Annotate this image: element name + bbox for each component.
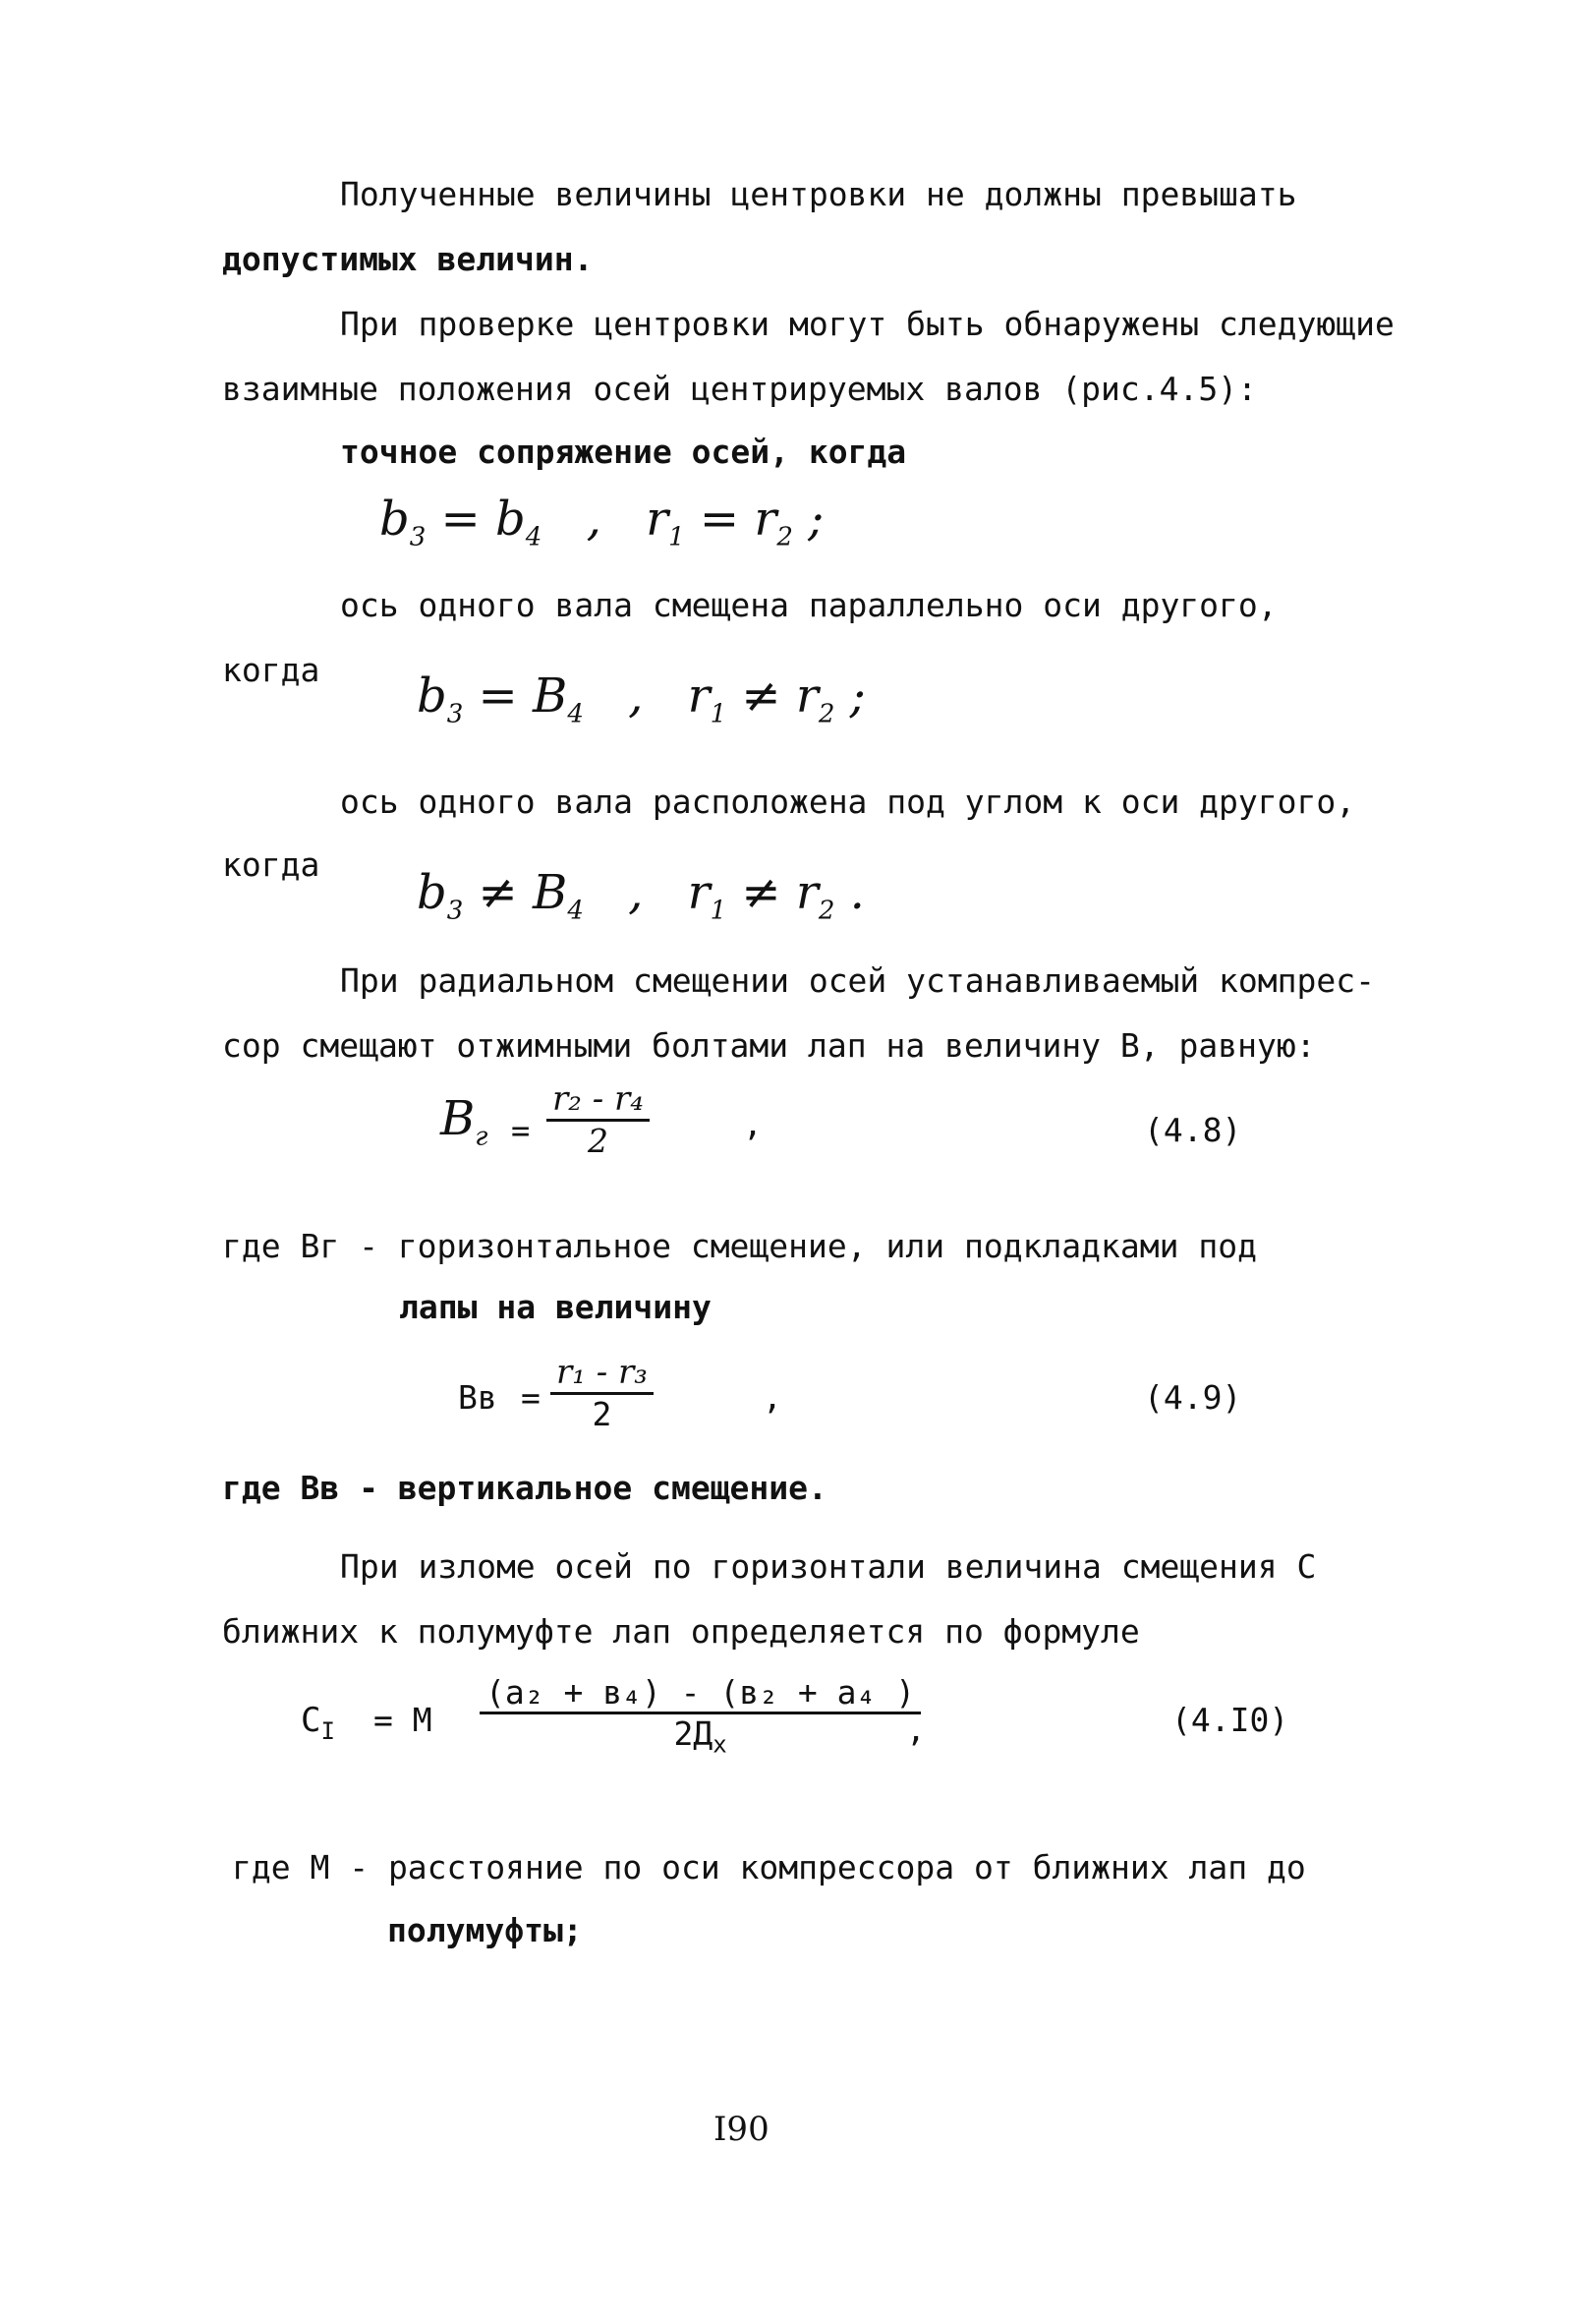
p2-line-1: При проверке центровки могут быть обнаружены следующие [340, 305, 1395, 343]
where-br-line-1: где Вг - горизонтальное смещение, или подкладками под [222, 1227, 1257, 1265]
where-br-line-2: лапы на величину [399, 1288, 712, 1326]
where-bv: где Вв - вертикальное смещение. [222, 1469, 827, 1507]
formula-4-10-fraction [480, 1673, 921, 1759]
p3-line-2: сор смещают отжимными болтами лап на величину В, равную: [222, 1026, 1316, 1065]
p3-line-1: При радиальном смещении осей устанавливаемый компрес- [340, 961, 1375, 1000]
formula-4-10-numerator: (а₂ + в₄) - (в₂ + а₄ ) [485, 1673, 916, 1712]
case1-formula: $b_3 = b_4$ , $r_1 = r_2$ ; [379, 492, 825, 552]
where-m-line-2: полумуфты; [387, 1911, 583, 1949]
formula-4-10-eq: = М [373, 1701, 432, 1739]
formula-4-9-lhs: Вв [458, 1378, 497, 1417]
formula-4-10-lhs: $С_I$ [301, 1701, 335, 1745]
formula-4-8-eq: = [511, 1112, 531, 1149]
formula-4-8-fraction [546, 1079, 650, 1160]
formula-4-9-denominator: 2 [592, 1395, 612, 1433]
p1-line-1: Полученные величины центровки не должны превышать [340, 175, 1297, 213]
formula-4-8-number: (4.8) [1144, 1111, 1242, 1149]
p4-line-2: ближних к полумуфте лап определяется по формуле [222, 1612, 1140, 1651]
case2-formula: $b_3 = B_4$ , $r_1 \ne r_2$ ; [417, 668, 866, 729]
case2-when: когда [222, 651, 320, 689]
formula-4-9-fraction [550, 1353, 654, 1433]
p4-line-1: При изломе осей по горизонтали величина смещения С [340, 1547, 1317, 1586]
formula-4-9-numerator: r₁ - r₃ [556, 1353, 648, 1392]
formula-4-9-eq: = [521, 1378, 541, 1417]
page-number: I90 [713, 2110, 770, 2149]
case3-text: ось одного вала расположена под углом к оси другого, [340, 783, 1356, 821]
formula-4-8-denominator: 2 [587, 1122, 608, 1160]
formula-4-10-number: (4.I0) [1171, 1701, 1289, 1739]
formula-4-8-tail: , [743, 1105, 763, 1143]
formula-4-9-tail: , [763, 1378, 782, 1417]
formula-4-8-numerator: r₂ - r₄ [552, 1079, 644, 1119]
p2-line-2: взаимные положения осей центрируемых валов (рис.4.5): [222, 370, 1257, 408]
formula-4-10-denominator: $2Д_х$ [673, 1714, 727, 1759]
formula-4-10-tail: , [906, 1711, 926, 1749]
case1-text: точное сопряжение осей, когда [340, 433, 907, 471]
formula-4-8-lhs: $B_г$ [440, 1091, 488, 1152]
case2-text: ось одного вала смещена параллельно оси другого, [340, 586, 1278, 624]
where-m-line-1: где М - расстояние по оси компрессора от ближних лап до [232, 1848, 1306, 1887]
case3-formula: $b_3 \ne B_4$ , $r_1 \ne r_2$ . [417, 865, 865, 926]
formula-4-9-number: (4.9) [1144, 1378, 1242, 1417]
case3-when: когда [222, 845, 320, 884]
p1-line-2: допустимых величин. [222, 240, 594, 278]
